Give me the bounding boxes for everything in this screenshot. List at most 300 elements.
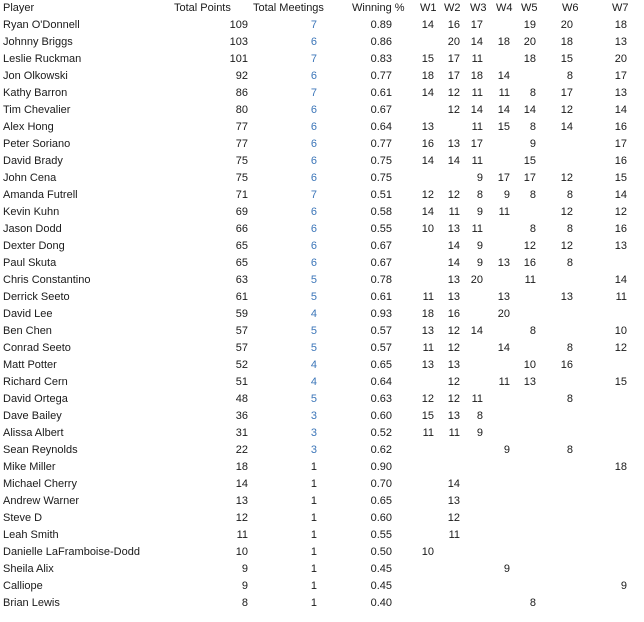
cell-total-points[interactable]: 75 xyxy=(235,172,248,184)
cell-week-2[interactable]: 14 xyxy=(447,478,460,490)
cell-week-1[interactable]: 14 xyxy=(421,206,434,218)
cell-total-meetings[interactable]: 1 xyxy=(310,529,317,541)
cell-total-points[interactable]: 31 xyxy=(235,427,248,439)
cell-player[interactable]: Andrew Warner xyxy=(3,495,80,507)
cell-total-points[interactable]: 77 xyxy=(235,121,248,133)
cell-total-meetings[interactable]: 1 xyxy=(310,495,317,507)
table-row[interactable] xyxy=(0,425,644,442)
cell-week-6[interactable]: 18 xyxy=(560,36,573,48)
cell-week-1[interactable]: 13 xyxy=(421,359,434,371)
cell-week-6[interactable]: 13 xyxy=(560,291,573,303)
table-row[interactable] xyxy=(0,102,644,119)
cell-week-4[interactable]: 14 xyxy=(497,342,510,354)
cell-week-2[interactable]: 13 xyxy=(447,495,460,507)
cell-week-7[interactable]: 14 xyxy=(614,274,627,286)
cell-player[interactable]: Calliope xyxy=(3,580,43,592)
cell-player[interactable]: Chris Constantino xyxy=(3,274,91,286)
cell-week-2[interactable]: 13 xyxy=(447,223,460,235)
cell-week-6[interactable]: 15 xyxy=(560,53,573,65)
cell-player[interactable]: Ben Chen xyxy=(3,325,52,337)
cell-week-6[interactable]: 16 xyxy=(560,359,573,371)
cell-week-2[interactable]: 11 xyxy=(448,206,460,218)
cell-week-2[interactable]: 12 xyxy=(447,376,460,388)
cell-week-3[interactable]: 14 xyxy=(470,36,483,48)
table-row[interactable] xyxy=(0,544,644,561)
cell-winning-pct[interactable]: 0.61 xyxy=(370,87,392,99)
table-row[interactable] xyxy=(0,357,644,374)
cell-week-5[interactable]: 8 xyxy=(529,597,536,609)
header-total-points[interactable]: Total Points xyxy=(174,2,231,14)
cell-week-6[interactable]: 12 xyxy=(560,240,573,252)
table-row[interactable] xyxy=(0,408,644,425)
table-row[interactable] xyxy=(0,272,644,289)
header-winning-pct[interactable]: Winning % xyxy=(352,2,405,14)
cell-week-3[interactable]: 14 xyxy=(470,325,483,337)
cell-week-3[interactable]: 11 xyxy=(471,223,483,235)
cell-week-6[interactable]: 20 xyxy=(560,19,573,31)
cell-week-5[interactable]: 15 xyxy=(523,155,536,167)
cell-week-6[interactable]: 12 xyxy=(560,172,573,184)
cell-winning-pct[interactable]: 0.67 xyxy=(370,104,392,116)
cell-winning-pct[interactable]: 0.50 xyxy=(370,546,392,558)
cell-week-4[interactable]: 9 xyxy=(503,444,510,456)
cell-player[interactable]: Kathy Barron xyxy=(3,87,68,99)
cell-total-points[interactable]: 10 xyxy=(235,546,248,558)
table-row[interactable] xyxy=(0,442,644,459)
cell-week-4[interactable]: 13 xyxy=(497,257,510,269)
cell-week-6[interactable]: 17 xyxy=(560,87,573,99)
cell-total-meetings[interactable]: 7 xyxy=(310,87,317,99)
cell-player[interactable]: David Ortega xyxy=(3,393,68,405)
cell-player[interactable]: Jon Olkowski xyxy=(3,70,68,82)
cell-week-3[interactable]: 9 xyxy=(476,240,483,252)
cell-player[interactable]: Sean Reynolds xyxy=(3,444,78,456)
cell-week-7[interactable]: 16 xyxy=(614,223,627,235)
cell-total-points[interactable]: 77 xyxy=(235,138,248,150)
cell-total-points[interactable]: 9 xyxy=(241,580,248,592)
cell-total-meetings[interactable]: 6 xyxy=(310,36,317,48)
table-row[interactable] xyxy=(0,238,644,255)
cell-week-2[interactable]: 12 xyxy=(447,87,460,99)
cell-winning-pct[interactable]: 0.52 xyxy=(370,427,392,439)
cell-total-points[interactable]: 103 xyxy=(229,36,248,48)
cell-week-3[interactable]: 9 xyxy=(476,172,483,184)
table-row[interactable] xyxy=(0,323,644,340)
cell-total-points[interactable]: 18 xyxy=(235,461,248,473)
cell-winning-pct[interactable]: 0.60 xyxy=(370,512,392,524)
cell-week-3[interactable]: 11 xyxy=(471,87,483,99)
cell-week-5[interactable]: 16 xyxy=(523,257,536,269)
cell-week-7[interactable]: 12 xyxy=(614,206,627,218)
cell-week-7[interactable]: 16 xyxy=(614,155,627,167)
cell-total-meetings[interactable]: 6 xyxy=(310,223,317,235)
cell-week-6[interactable]: 8 xyxy=(566,393,573,405)
cell-player[interactable]: Johnny Briggs xyxy=(3,36,73,48)
cell-total-meetings[interactable]: 4 xyxy=(310,308,317,320)
header-player[interactable]: Player xyxy=(3,2,35,14)
cell-player[interactable]: Danielle LaFramboise-Dodd xyxy=(3,546,140,558)
cell-week-7[interactable]: 13 xyxy=(614,240,627,252)
cell-winning-pct[interactable]: 0.67 xyxy=(370,257,392,269)
cell-week-1[interactable]: 10 xyxy=(421,223,434,235)
cell-player[interactable]: Alissa Albert xyxy=(3,427,64,439)
cell-total-points[interactable]: 66 xyxy=(235,223,248,235)
cell-winning-pct[interactable]: 0.60 xyxy=(370,410,392,422)
cell-week-2[interactable]: 12 xyxy=(447,512,460,524)
cell-winning-pct[interactable]: 0.75 xyxy=(370,172,392,184)
cell-total-meetings[interactable]: 6 xyxy=(310,240,317,252)
cell-total-points[interactable]: 109 xyxy=(229,19,248,31)
cell-week-1[interactable]: 14 xyxy=(421,19,434,31)
cell-winning-pct[interactable]: 0.45 xyxy=(370,563,392,575)
cell-week-2[interactable]: 13 xyxy=(447,410,460,422)
cell-week-6[interactable]: 8 xyxy=(566,223,573,235)
cell-week-1[interactable]: 18 xyxy=(421,70,434,82)
cell-winning-pct[interactable]: 0.55 xyxy=(370,529,392,541)
cell-week-4[interactable]: 11 xyxy=(498,87,510,99)
cell-week-3[interactable]: 9 xyxy=(476,427,483,439)
cell-week-7[interactable]: 17 xyxy=(614,138,627,150)
cell-week-2[interactable]: 14 xyxy=(447,257,460,269)
cell-week-2[interactable]: 16 xyxy=(447,308,460,320)
cell-winning-pct[interactable]: 0.40 xyxy=(370,597,392,609)
cell-week-3[interactable]: 8 xyxy=(476,410,483,422)
cell-player[interactable]: David Lee xyxy=(3,308,53,320)
cell-player[interactable]: Dave Bailey xyxy=(3,410,62,422)
cell-week-2[interactable]: 14 xyxy=(447,240,460,252)
cell-week-1[interactable]: 15 xyxy=(421,53,434,65)
table-row[interactable] xyxy=(0,170,644,187)
cell-player[interactable]: Alex Hong xyxy=(3,121,54,133)
cell-total-meetings[interactable]: 3 xyxy=(310,410,317,422)
cell-week-7[interactable]: 20 xyxy=(614,53,627,65)
cell-week-7[interactable]: 17 xyxy=(614,70,627,82)
table-row[interactable] xyxy=(0,68,644,85)
cell-week-2[interactable]: 16 xyxy=(447,19,460,31)
cell-week-3[interactable]: 8 xyxy=(476,189,483,201)
cell-player[interactable]: Amanda Futrell xyxy=(3,189,78,201)
cell-week-5[interactable]: 8 xyxy=(529,189,536,201)
cell-week-7[interactable]: 15 xyxy=(614,376,627,388)
cell-week-4[interactable]: 20 xyxy=(497,308,510,320)
cell-week-1[interactable]: 18 xyxy=(421,308,434,320)
cell-total-points[interactable]: 65 xyxy=(235,257,248,269)
cell-winning-pct[interactable]: 0.78 xyxy=(370,274,392,286)
cell-total-points[interactable]: 101 xyxy=(229,53,248,65)
cell-winning-pct[interactable]: 0.70 xyxy=(370,478,392,490)
table-row[interactable] xyxy=(0,136,644,153)
cell-week-1[interactable]: 15 xyxy=(421,410,434,422)
cell-week-2[interactable]: 11 xyxy=(448,529,460,541)
cell-week-1[interactable]: 16 xyxy=(421,138,434,150)
cell-week-5[interactable]: 8 xyxy=(529,87,536,99)
cell-week-3[interactable]: 11 xyxy=(471,393,483,405)
cell-total-meetings[interactable]: 4 xyxy=(310,376,317,388)
cell-winning-pct[interactable]: 0.57 xyxy=(370,325,392,337)
cell-total-meetings[interactable]: 1 xyxy=(310,580,317,592)
cell-total-meetings[interactable]: 6 xyxy=(310,70,317,82)
cell-total-meetings[interactable]: 6 xyxy=(310,257,317,269)
cell-week-6[interactable]: 8 xyxy=(566,342,573,354)
cell-week-3[interactable]: 14 xyxy=(470,104,483,116)
cell-week-4[interactable]: 9 xyxy=(503,189,510,201)
cell-week-5[interactable]: 19 xyxy=(523,19,536,31)
cell-total-meetings[interactable]: 1 xyxy=(310,563,317,575)
cell-week-2[interactable]: 13 xyxy=(447,274,460,286)
cell-week-5[interactable]: 14 xyxy=(523,104,536,116)
cell-player[interactable]: Peter Soriano xyxy=(3,138,71,150)
cell-week-3[interactable]: 9 xyxy=(476,206,483,218)
cell-week-2[interactable]: 13 xyxy=(447,291,460,303)
cell-player[interactable]: Mike Miller xyxy=(3,461,56,473)
cell-player[interactable]: Jason Dodd xyxy=(3,223,62,235)
table-row[interactable] xyxy=(0,374,644,391)
cell-total-meetings[interactable]: 1 xyxy=(310,546,317,558)
cell-total-points[interactable]: 36 xyxy=(235,410,248,422)
cell-week-6[interactable]: 14 xyxy=(560,121,573,133)
table-row[interactable] xyxy=(0,476,644,493)
cell-total-meetings[interactable]: 6 xyxy=(310,104,317,116)
cell-player[interactable]: Tim Chevalier xyxy=(3,104,71,116)
header-w1[interactable]: W1 xyxy=(420,2,437,14)
cell-week-6[interactable]: 8 xyxy=(566,189,573,201)
table-row[interactable] xyxy=(0,527,644,544)
table-row[interactable] xyxy=(0,51,644,68)
cell-week-7[interactable]: 14 xyxy=(614,189,627,201)
cell-week-5[interactable]: 13 xyxy=(523,376,536,388)
cell-total-points[interactable]: 57 xyxy=(235,342,248,354)
table-row[interactable] xyxy=(0,459,644,476)
cell-total-points[interactable]: 80 xyxy=(235,104,248,116)
table-row[interactable] xyxy=(0,578,644,595)
table-row[interactable] xyxy=(0,289,644,306)
cell-total-points[interactable]: 75 xyxy=(235,155,248,167)
table-row[interactable] xyxy=(0,493,644,510)
cell-week-6[interactable]: 8 xyxy=(566,257,573,269)
table-row[interactable] xyxy=(0,391,644,408)
cell-player[interactable]: Leah Smith xyxy=(3,529,59,541)
cell-winning-pct[interactable]: 0.57 xyxy=(370,342,392,354)
cell-week-5[interactable]: 11 xyxy=(524,274,536,286)
cell-player[interactable]: David Brady xyxy=(3,155,63,167)
cell-total-meetings[interactable]: 6 xyxy=(310,155,317,167)
cell-total-points[interactable]: 9 xyxy=(241,563,248,575)
header-w3[interactable]: W3 xyxy=(470,2,487,14)
cell-winning-pct[interactable]: 0.55 xyxy=(370,223,392,235)
cell-week-1[interactable]: 10 xyxy=(421,546,434,558)
cell-week-5[interactable]: 9 xyxy=(529,138,536,150)
cell-winning-pct[interactable]: 0.62 xyxy=(370,444,392,456)
cell-total-meetings[interactable]: 3 xyxy=(310,427,317,439)
table-row[interactable] xyxy=(0,187,644,204)
header-w4[interactable]: W4 xyxy=(496,2,513,14)
cell-total-meetings[interactable]: 5 xyxy=(310,342,317,354)
cell-total-meetings[interactable]: 7 xyxy=(310,19,317,31)
table-row[interactable] xyxy=(0,306,644,323)
cell-week-2[interactable]: 20 xyxy=(447,36,460,48)
cell-total-points[interactable]: 61 xyxy=(235,291,248,303)
cell-winning-pct[interactable]: 0.67 xyxy=(370,240,392,252)
cell-week-7[interactable]: 14 xyxy=(614,104,627,116)
cell-total-meetings[interactable]: 5 xyxy=(310,291,317,303)
cell-player[interactable]: Kevin Kuhn xyxy=(3,206,60,218)
cell-player[interactable]: Paul Skuta xyxy=(3,257,57,269)
table-row[interactable] xyxy=(0,595,644,612)
cell-week-5[interactable]: 8 xyxy=(529,223,536,235)
cell-total-points[interactable]: 48 xyxy=(235,393,248,405)
cell-winning-pct[interactable]: 0.89 xyxy=(370,19,392,31)
cell-winning-pct[interactable]: 0.65 xyxy=(370,359,392,371)
cell-week-2[interactable]: 12 xyxy=(447,325,460,337)
cell-total-meetings[interactable]: 6 xyxy=(310,172,317,184)
cell-total-meetings[interactable]: 6 xyxy=(310,206,317,218)
cell-total-points[interactable]: 59 xyxy=(235,308,248,320)
cell-total-points[interactable]: 65 xyxy=(235,240,248,252)
cell-player[interactable]: John Cena xyxy=(3,172,57,184)
cell-week-3[interactable]: 11 xyxy=(471,53,483,65)
cell-player[interactable]: Derrick Seeto xyxy=(3,291,70,303)
cell-week-1[interactable]: 11 xyxy=(422,427,434,439)
cell-week-4[interactable]: 11 xyxy=(498,206,510,218)
header-w7[interactable]: W7 xyxy=(612,2,629,14)
cell-winning-pct[interactable]: 0.45 xyxy=(370,580,392,592)
cell-total-points[interactable]: 71 xyxy=(235,189,248,201)
cell-week-2[interactable]: 11 xyxy=(448,427,460,439)
cell-week-3[interactable]: 18 xyxy=(470,70,483,82)
cell-winning-pct[interactable]: 0.77 xyxy=(370,70,392,82)
cell-total-points[interactable]: 92 xyxy=(235,70,248,82)
cell-week-6[interactable]: 8 xyxy=(566,444,573,456)
cell-total-points[interactable]: 8 xyxy=(241,597,248,609)
cell-week-5[interactable]: 20 xyxy=(523,36,536,48)
header-w5[interactable]: W5 xyxy=(521,2,538,14)
cell-total-points[interactable]: 12 xyxy=(235,512,248,524)
cell-total-points[interactable]: 22 xyxy=(235,444,248,456)
cell-player[interactable]: Michael Cherry xyxy=(3,478,77,490)
table-row[interactable] xyxy=(0,153,644,170)
cell-total-points[interactable]: 63 xyxy=(235,274,248,286)
cell-winning-pct[interactable]: 0.61 xyxy=(370,291,392,303)
cell-player[interactable]: Dexter Dong xyxy=(3,240,65,252)
cell-week-1[interactable]: 13 xyxy=(421,325,434,337)
cell-total-points[interactable]: 11 xyxy=(236,529,248,541)
cell-week-2[interactable]: 17 xyxy=(447,53,460,65)
cell-week-2[interactable]: 12 xyxy=(447,342,460,354)
cell-winning-pct[interactable]: 0.90 xyxy=(370,461,392,473)
cell-winning-pct[interactable]: 0.77 xyxy=(370,138,392,150)
cell-week-2[interactable]: 12 xyxy=(447,104,460,116)
cell-week-3[interactable]: 20 xyxy=(470,274,483,286)
table-row[interactable] xyxy=(0,561,644,578)
cell-week-3[interactable]: 17 xyxy=(470,19,483,31)
cell-week-5[interactable]: 17 xyxy=(523,172,536,184)
cell-total-meetings[interactable]: 1 xyxy=(310,461,317,473)
cell-week-2[interactable]: 14 xyxy=(447,155,460,167)
table-row[interactable] xyxy=(0,340,644,357)
cell-week-7[interactable]: 13 xyxy=(614,87,627,99)
cell-week-7[interactable]: 13 xyxy=(614,36,627,48)
table-row[interactable] xyxy=(0,17,644,34)
cell-week-4[interactable]: 18 xyxy=(497,36,510,48)
cell-week-6[interactable]: 12 xyxy=(560,104,573,116)
cell-total-points[interactable]: 57 xyxy=(235,325,248,337)
cell-player[interactable]: Leslie Ruckman xyxy=(3,53,82,65)
cell-total-points[interactable]: 52 xyxy=(235,359,248,371)
cell-player[interactable]: Brian Lewis xyxy=(3,597,60,609)
cell-week-1[interactable]: 13 xyxy=(421,121,434,133)
table-row[interactable] xyxy=(0,204,644,221)
cell-week-7[interactable]: 15 xyxy=(614,172,627,184)
cell-player[interactable]: Ryan O'Donnell xyxy=(3,19,80,31)
header-total-meetings[interactable]: Total Meetings xyxy=(253,2,324,14)
cell-week-6[interactable]: 8 xyxy=(566,70,573,82)
cell-week-3[interactable]: 11 xyxy=(471,155,483,167)
cell-winning-pct[interactable]: 0.93 xyxy=(370,308,392,320)
cell-winning-pct[interactable]: 0.65 xyxy=(370,495,392,507)
cell-total-meetings[interactable]: 1 xyxy=(310,597,317,609)
cell-week-4[interactable]: 11 xyxy=(498,376,510,388)
cell-total-meetings[interactable]: 5 xyxy=(310,393,317,405)
cell-week-3[interactable]: 9 xyxy=(476,257,483,269)
cell-week-1[interactable]: 11 xyxy=(422,342,434,354)
header-w2[interactable]: W2 xyxy=(444,2,461,14)
cell-total-meetings[interactable]: 5 xyxy=(310,274,317,286)
cell-week-7[interactable]: 10 xyxy=(614,325,627,337)
cell-total-meetings[interactable]: 1 xyxy=(310,478,317,490)
cell-week-2[interactable]: 13 xyxy=(447,138,460,150)
cell-total-points[interactable]: 69 xyxy=(235,206,248,218)
cell-week-4[interactable]: 9 xyxy=(503,563,510,575)
cell-winning-pct[interactable]: 0.83 xyxy=(370,53,392,65)
cell-winning-pct[interactable]: 0.64 xyxy=(370,121,392,133)
cell-week-7[interactable]: 11 xyxy=(615,291,627,303)
cell-winning-pct[interactable]: 0.63 xyxy=(370,393,392,405)
table-row[interactable] xyxy=(0,255,644,272)
cell-total-points[interactable]: 14 xyxy=(235,478,248,490)
cell-total-meetings[interactable]: 1 xyxy=(310,512,317,524)
table-row[interactable] xyxy=(0,119,644,136)
cell-week-5[interactable]: 8 xyxy=(529,121,536,133)
cell-winning-pct[interactable]: 0.75 xyxy=(370,155,392,167)
table-row[interactable] xyxy=(0,510,644,527)
cell-week-1[interactable]: 11 xyxy=(422,291,434,303)
cell-total-meetings[interactable]: 7 xyxy=(310,189,317,201)
cell-player[interactable]: Richard Cern xyxy=(3,376,68,388)
cell-week-4[interactable]: 13 xyxy=(497,291,510,303)
cell-player[interactable]: Conrad Seeto xyxy=(3,342,71,354)
cell-total-meetings[interactable]: 6 xyxy=(310,138,317,150)
cell-week-7[interactable]: 18 xyxy=(614,19,627,31)
cell-week-1[interactable]: 14 xyxy=(421,87,434,99)
header-w6[interactable]: W6 xyxy=(562,2,579,14)
cell-winning-pct[interactable]: 0.51 xyxy=(370,189,392,201)
cell-week-2[interactable]: 17 xyxy=(447,70,460,82)
cell-total-meetings[interactable]: 3 xyxy=(310,444,317,456)
cell-week-4[interactable]: 14 xyxy=(497,70,510,82)
cell-week-7[interactable]: 18 xyxy=(614,461,627,473)
cell-week-1[interactable]: 12 xyxy=(421,393,434,405)
cell-total-meetings[interactable]: 4 xyxy=(310,359,317,371)
cell-total-points[interactable]: 13 xyxy=(235,495,248,507)
cell-week-2[interactable]: 12 xyxy=(447,393,460,405)
cell-week-3[interactable]: 11 xyxy=(471,121,483,133)
cell-winning-pct[interactable]: 0.64 xyxy=(370,376,392,388)
cell-week-4[interactable]: 17 xyxy=(497,172,510,184)
cell-week-7[interactable]: 16 xyxy=(614,121,627,133)
cell-week-4[interactable]: 15 xyxy=(497,121,510,133)
cell-total-meetings[interactable]: 7 xyxy=(310,53,317,65)
cell-week-5[interactable]: 8 xyxy=(529,325,536,337)
